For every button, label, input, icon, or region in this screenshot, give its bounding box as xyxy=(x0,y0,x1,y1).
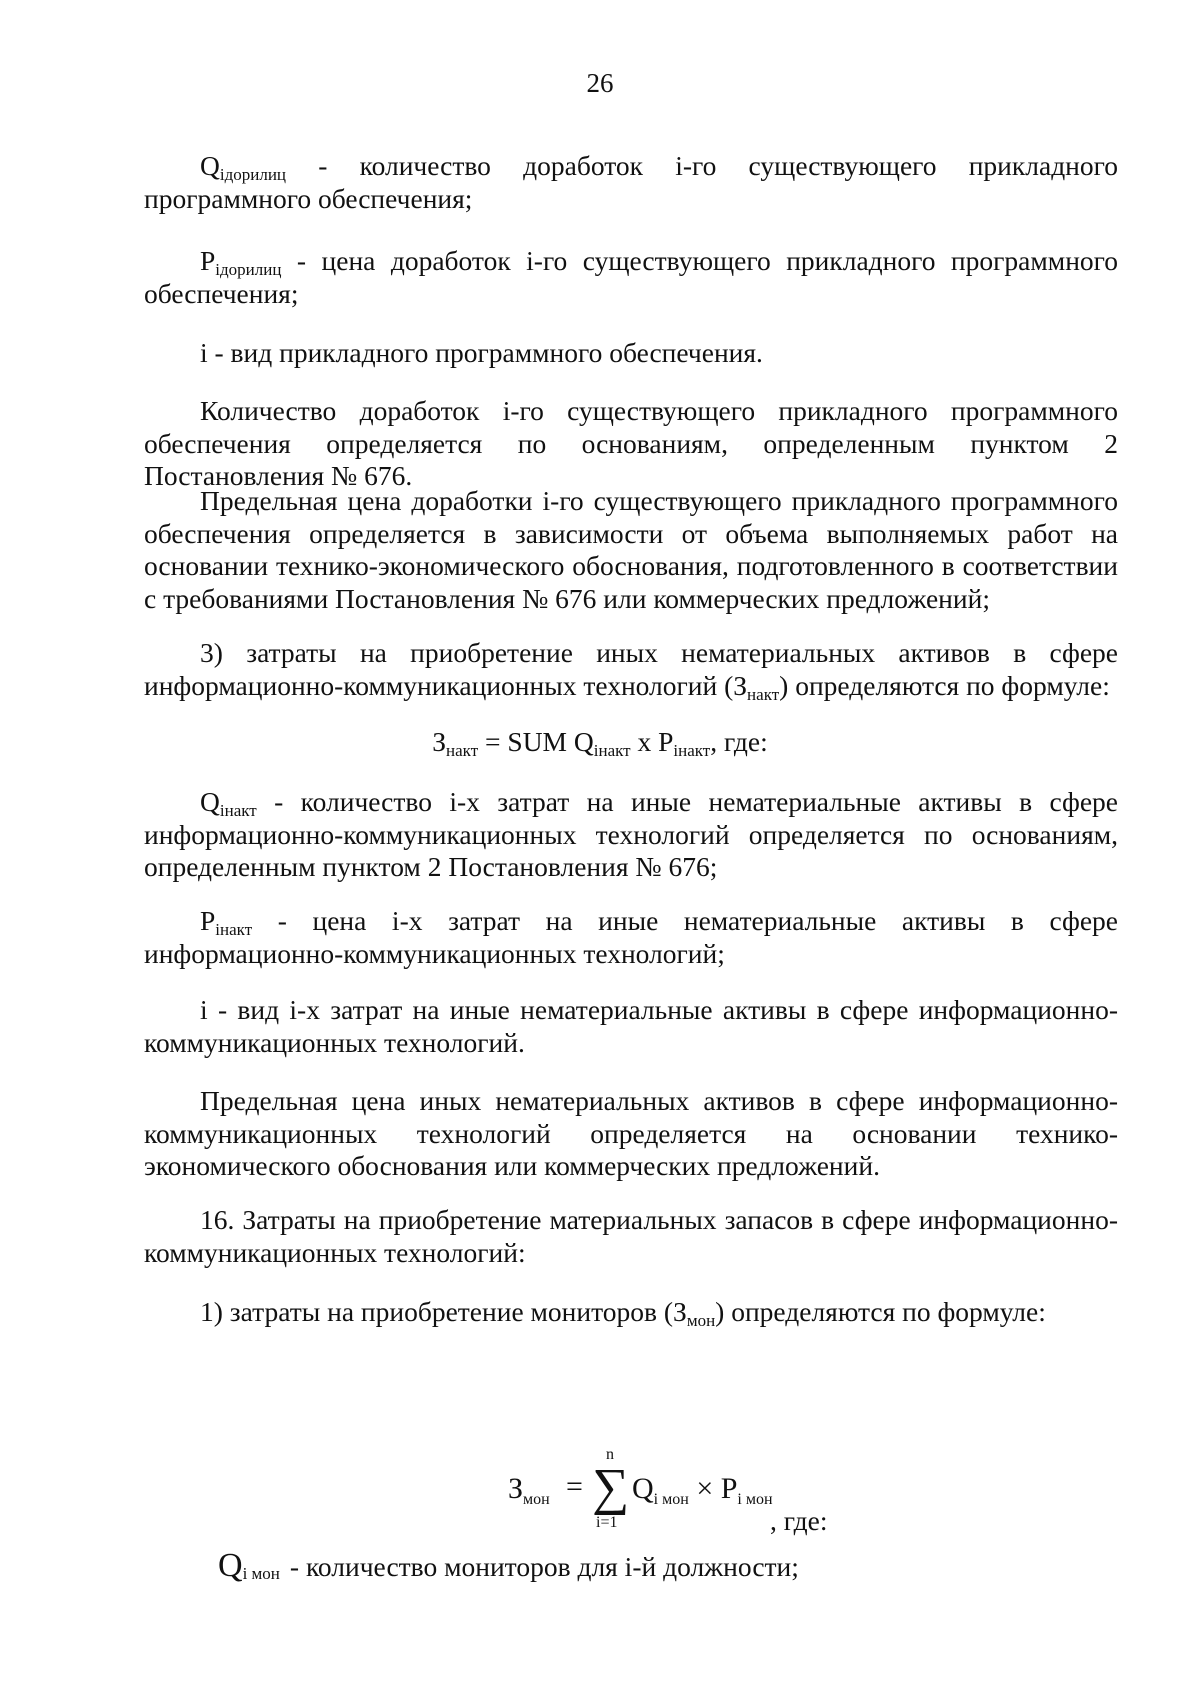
definition-text: - цена i-х затрат на иные нематериальные активы в сфере информационно-коммуникационных технологий; xyxy=(144,905,1118,969)
item-text-tail: ) определяются по формуле: xyxy=(779,669,1110,701)
symbol-subscript: мон xyxy=(686,1311,716,1330)
sigma-symbol: ∑ xyxy=(592,1459,630,1516)
definition-p-idorilits xyxy=(144,245,1118,310)
symbol-subscript: i мон xyxy=(242,1564,280,1583)
formula-equals: = xyxy=(566,1470,583,1503)
symbol-subscript: iнакт xyxy=(219,801,257,820)
formula-lhs: З xyxy=(432,726,447,757)
paragraph-quantity-rules: Количество доработок i-го существующего прикладного программного обеспечения определяется по основаниям, определенным пунктом 2 Постановления № 676. xyxy=(144,395,1118,491)
sum-lower-limit: i=1 xyxy=(596,1514,618,1531)
definition-q-imon xyxy=(218,1547,799,1585)
formula-p-subscript: iнакт xyxy=(673,741,711,760)
definition-text: - количество доработок i-го существующего прикладного программного обеспечения; xyxy=(144,150,1118,214)
formula-lhs: $З_{мон}$ xyxy=(508,1472,550,1508)
formula-znakt xyxy=(0,726,1200,758)
section-16-heading: 16. Затраты на приобретение материальных запасов в сфере информационно-коммуникационных технологий: xyxy=(144,1204,1118,1268)
item-text-tail: ) определяются по формуле: xyxy=(715,1296,1046,1327)
symbol-p: P xyxy=(200,245,216,276)
item-3-intangible-assets xyxy=(144,637,1118,702)
formula-lhs-subscript: накт xyxy=(446,741,479,760)
definition-i-expense-type: i - вид i-х затрат на иные нематериальные активы в сфере информационно-коммуникационных технологий. xyxy=(144,994,1118,1058)
definition-q-idorilits xyxy=(144,150,1118,215)
page-number: 26 xyxy=(586,68,614,98)
symbol-q: Q xyxy=(200,150,220,181)
symbol-subscript: iнакт xyxy=(215,920,253,939)
paragraph-intangible-limit-price: Предельная цена иных нематериальных активов в сфере информационно-коммуникационных технологий определяется на основании технико-экономического обоснования или коммерческих предложений. xyxy=(144,1085,1118,1181)
symbol-subscript: накт xyxy=(747,684,780,704)
formula-times: x P xyxy=(630,726,674,757)
item-1-monitors xyxy=(144,1296,1118,1329)
definition-text: - количество мониторов для i-й должности; xyxy=(289,1551,799,1582)
definition-p-inakt xyxy=(144,905,1118,970)
formula-sum: = SUM Q xyxy=(478,726,594,757)
formula-tail: , где: xyxy=(770,1505,828,1536)
formula-q-subscript: iнакт xyxy=(593,741,631,760)
symbol-q: Q xyxy=(218,1547,243,1584)
item-text: 1) затраты на приобретение мониторов (З xyxy=(200,1296,687,1327)
definition-text: - цена доработок i-го существующего прикладного программного обеспечения; xyxy=(144,245,1118,309)
definition-q-inakt xyxy=(144,786,1118,884)
symbol-p: P xyxy=(200,905,216,936)
formula-zmon xyxy=(508,1446,928,1542)
definition-i-software-type: i - вид прикладного программного обеспечения. xyxy=(200,337,763,368)
symbol-subscript: iдорилиц xyxy=(215,260,282,279)
formula-rhs: $Q_{i мон} \times P_{i мон}$ xyxy=(632,1472,773,1508)
paragraph-limit-price: Предельная цена доработки i-го существующего прикладного программного обеспечения определяется в зависимости от объема выполняемых работ на основании технико-экономического обоснования, подготовленного в соответствии с требованиями Постановления № 676 или коммерческих предложений; xyxy=(144,485,1118,614)
item-text: 3) затраты на приобретение иных нематериальных активов в сфере информационно-коммуникационных технологий (З xyxy=(144,637,1118,701)
sum-upper-limit: n xyxy=(606,1446,614,1463)
formula-tail: , где: xyxy=(710,726,768,757)
symbol-q: Q xyxy=(200,786,220,817)
definition-text: - количество i-х затрат на иные нематериальные активы в сфере информационно-коммуникационных технологий определяется по основаниям, определенным пунктом 2 Постановления № 676; xyxy=(144,786,1118,882)
symbol-subscript: iдорилиц xyxy=(219,165,287,184)
